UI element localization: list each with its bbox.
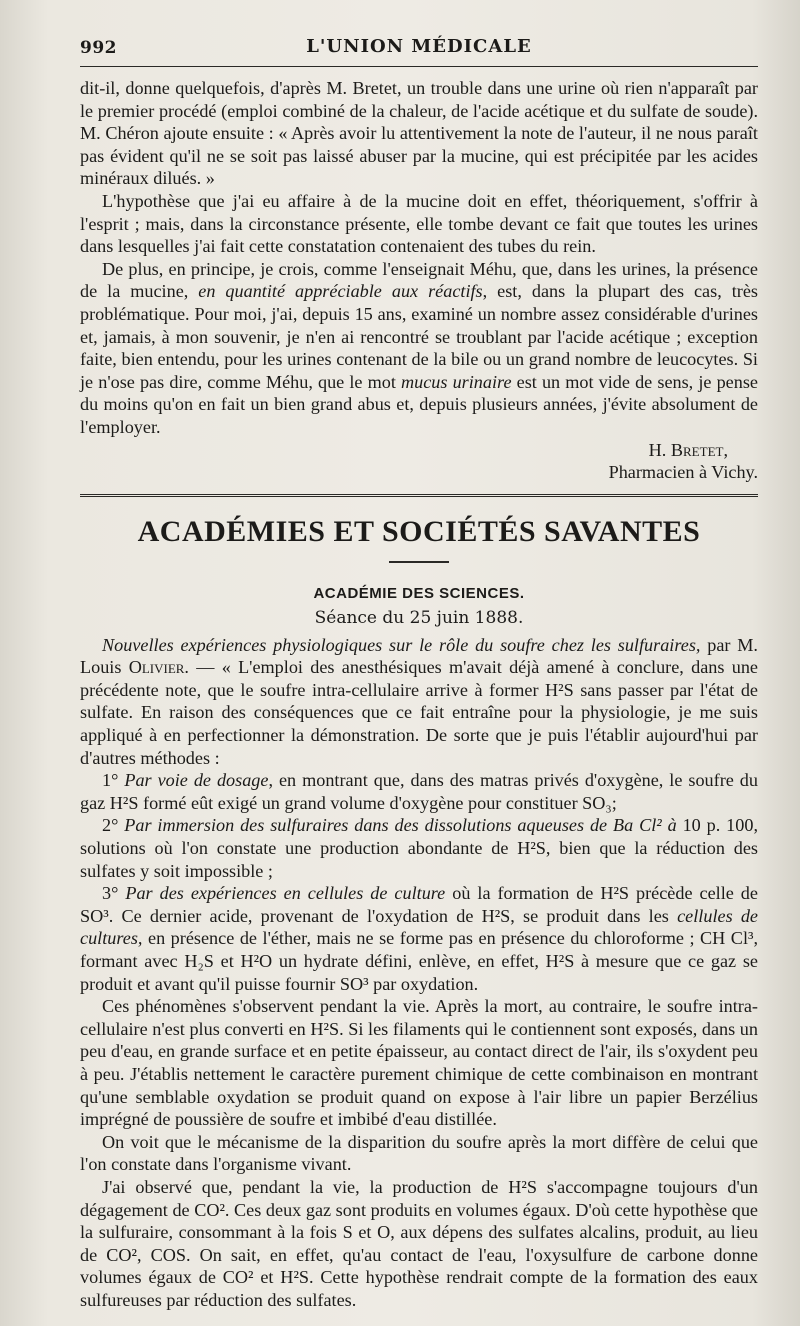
article-author: Olivier.	[128, 657, 189, 678]
list-number: 1°	[102, 770, 125, 791]
emphasis: cellules de cultures,	[80, 905, 759, 949]
section-short-rule	[389, 561, 449, 563]
text-span: — « L'emploi des anesthésiques m'avait déjà amené à conclure, dans une précédente note, que le soufre intra-cellulaire arrive à former H²S sans passer par l'état de sulfate. En raison des conséquences que ce fait entraîne pour la physiologie, je me suis appliqué à en perfectionner la démonstration. De sorte que je puis l'établir aujourd'hui par d'autres méthodes :	[80, 657, 758, 768]
method-3	[80, 882, 758, 995]
emphasis: Par voie de dosage	[124, 770, 269, 791]
text-span: par M. Louis	[80, 634, 758, 678]
method-2	[80, 814, 758, 882]
page-number: 992	[80, 38, 117, 58]
header-rule	[80, 66, 758, 67]
signature-title: Pharmacien à Vichy.	[608, 462, 758, 483]
text-span: en présence de l'éther, mais ne se forme pas en présence du chloroforme ; CH Cl³, formant avec H₂S et H²O un hydrate défini, enlève, en effet, H²S à mesure que ce gaz se produit et avant qu'il puisse fournir SO³ par oxydation.	[80, 928, 758, 994]
text-span: , est, dans la plupart des cas, très problématique. Pour moi, j'ai, depuis 15 ans, examiné un nombre assez considérable d'urines et, jamais, à mon souvenir, je n'en ai rencontré se troublant par l'acide acétique ; exception faite, bien entendu, pour les urines contenant de la bile ou un grand nombre de leucocytes. Si je n'ose pas dire, comme Méhu, que le mot	[80, 281, 758, 392]
letter-paragraph-1: dit-il, donne quelquefois, d'après M. Bretet, un trouble dans une urine où rien n'apparaît par le premier procédé (emploi combiné de la chaleur, de l'acide acétique et du sulfate de soude). M. Chéron ajoute ensuite : « Après avoir lu attentivement la note de l'auteur, il ne nous paraît pas évident qu'il ne se soit pas laissé abuser par la mucine, qui est précipitée par les acides minéraux dilués. »	[80, 78, 758, 189]
section-title: ACADÉMIES ET SOCIÉTÉS SAVANTES	[137, 514, 701, 548]
subsection-title: ACADÉMIE DES SCIENCES.	[313, 584, 525, 602]
list-number: 3°	[102, 883, 126, 904]
letter-paragraph-2: L'hypothèse que j'ai eu affaire à de la mucine doit en effet, théoriquement, s'offrir à l'esprit ; mais, dans la circonstance présente, elle tombe devant ce fait que toutes les urines dans lesquelles j'ai fait cette constatation contenaient des tubes du rein.	[80, 190, 758, 257]
meeting-date: Séance du 25 juin 1888.	[314, 607, 524, 628]
article-paragraph-mechanism: On voit que le mécanisme de la disparition du soufre après la mort diffère de celui que l'on constate dans l'organisme vivant.	[80, 1131, 758, 1175]
page-header	[80, 30, 758, 62]
article-body	[80, 634, 758, 1312]
emphasis: mucus urinaire	[401, 371, 512, 392]
emphasis: Par des expériences en cellules de culture	[125, 883, 446, 904]
article-paragraph-death: Ces phénomènes s'observent pendant la vie. Après la mort, au contraire, le soufre intra-cellulaire n'est plus converti en H²S. Si les filaments qui le contiennent sont exposés, dans un peu d'eau, en grande surface et en petite épaisseur, au contact direct de l'air, ils s'oxydent peu à peu. J'établis nettement le caractère purement chimique de cette combinaison en montrant qu'une semblable oxydation se produit quand on expose à l'air libre un papier Berzélius imprégné de poussière de soufre et imbibé d'eau distillée.	[80, 996, 758, 1130]
emphasis: Par immersion des sulfuraires dans des dissolutions aqueuses de Ba Cl² à	[124, 815, 677, 836]
article-paragraph-co2: J'ai observé que, pendant la vie, la production de H²S s'accompagne toujours d'un dégagement de CO². Ces deux gaz sont produits en volumes égaux. D'où cette hypothèse que la sulfuraire, consommant à la fois S et O, aux dépens des sulfates alcalins, produit, au lieu de CO², COS. On sait, en effet, qu'au contact de l'eau, l'oxysulfure de carbone donne volumes égaux de CO² et H²S. Cette hypothèse rendrait compte de la formation des eaux sulfureuses par réduction des sulfates.	[80, 1176, 758, 1310]
letter-section	[80, 77, 758, 484]
running-title: L'UNION MÉDICALE	[306, 36, 532, 57]
text-span: , en montrant que, dans des matras privés d'oxygène, le soufre du gaz H²S formé eût exigé un grand volume d'oxygène pour constituer SO₃;	[80, 770, 758, 813]
article-title: Nouvelles expériences physiologiques sur le rôle du soufre chez les sulfuraires,	[102, 634, 701, 655]
emphasis: en quantité appréciable aux réactifs	[198, 281, 483, 302]
method-1	[80, 769, 758, 814]
text-span: où la formation de H²S précède celle de SO³. Ce dernier acide, provenant de l'oxydation de H²S, se produit dans les	[80, 883, 758, 926]
text-span: est un mot vide de sens, je pense du moins qu'on en fait un bien grand abus et, depuis plusieurs années, j'évite absolument de l'employer.	[80, 371, 758, 437]
section-rule	[80, 494, 758, 497]
signature-name: H. Bretet,	[648, 439, 728, 460]
text-span: 10 p. 100, solutions où l'on constate une production abondante de H²S, bien que la réduction des sulfates y soit impossible ;	[80, 815, 759, 881]
text-span: De plus, en principe, je crois, comme l'enseignait Méhu, que, dans les urines, la présence de la mucine,	[80, 258, 758, 302]
list-number: 2°	[102, 815, 125, 836]
article-intro	[80, 634, 758, 770]
letter-paragraph-3	[80, 258, 758, 439]
